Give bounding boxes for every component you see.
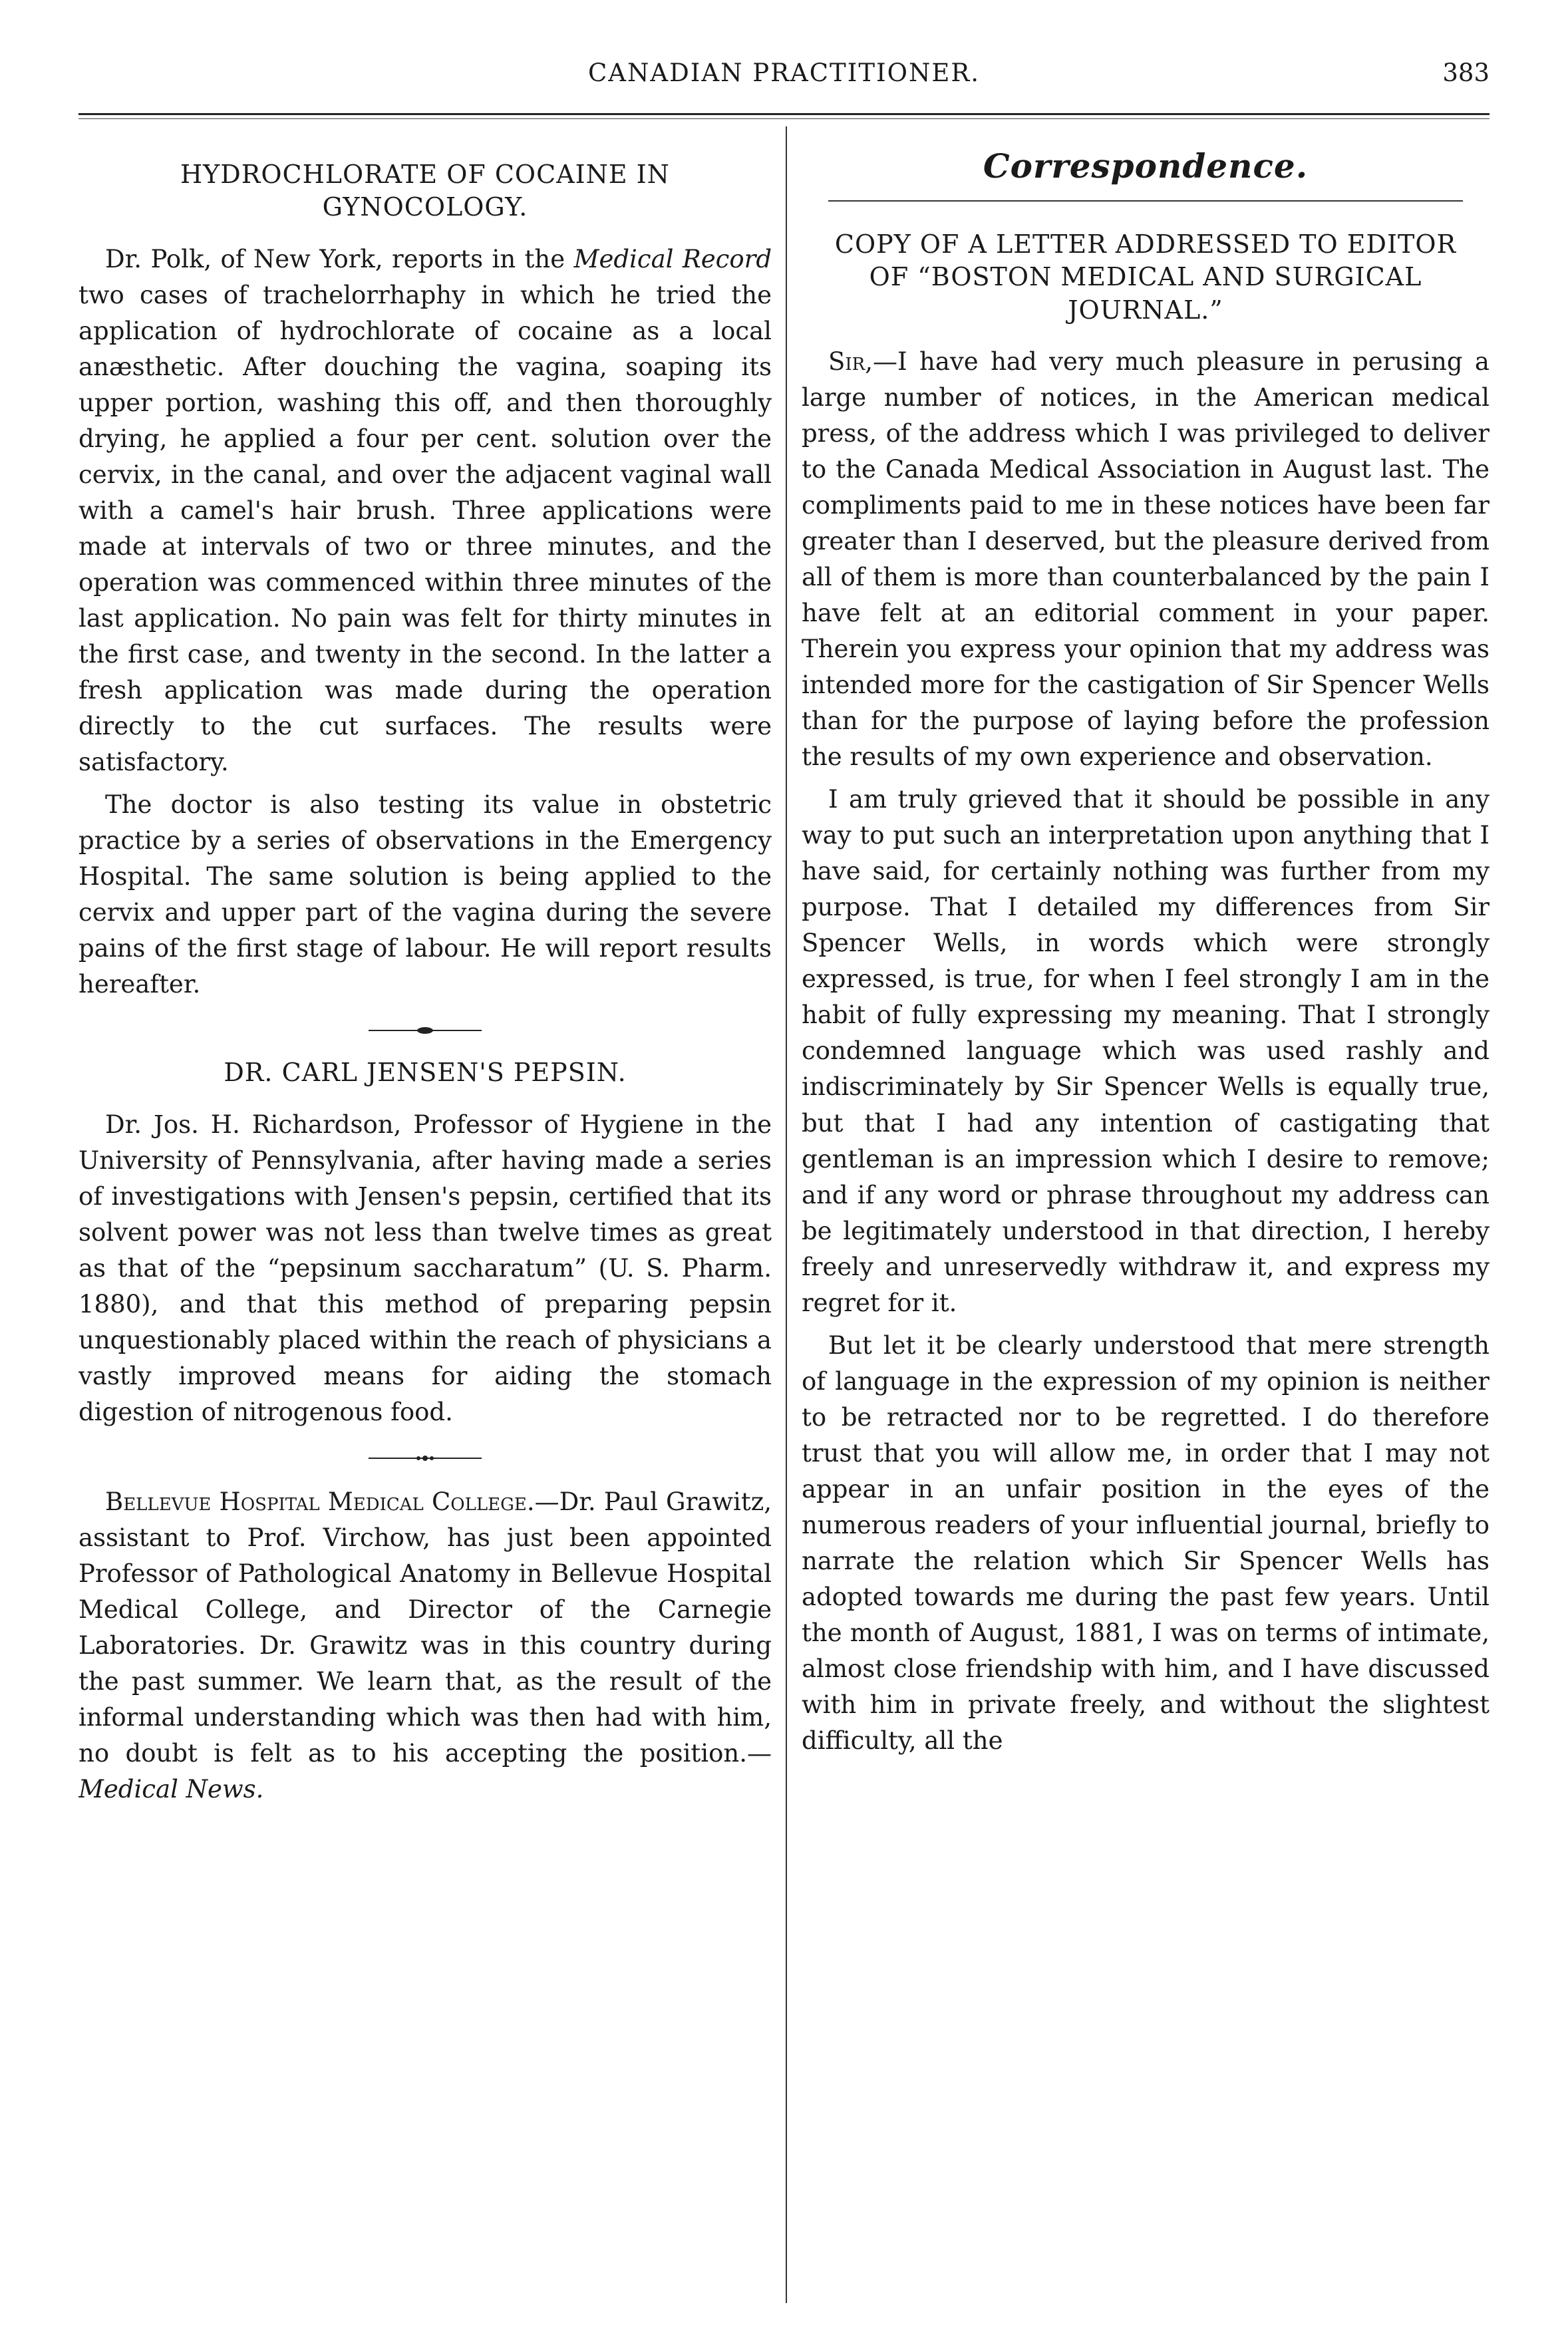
running-title: CANADIAN PRACTITIONER.	[588, 59, 980, 87]
header-rule-thin	[78, 118, 1490, 119]
article-paragraph: The doctor is also testing its value in obstetric practice by a series of observations in the Emergency Hospital. The same solution is being applied to the cervix and upper part of the vagina during the severe pains of the first stage of labour. He will report results hereafter.	[78, 790, 772, 999]
ornament-icon	[369, 1026, 482, 1035]
text-run: —I have had very much pleasure in perusing a large number of notices, in the American medical press, of the address which I was privileged to deliver to the Canada Medical Association in August last. The compliments paid to me in these notices have been far greater than I deserved, but the pleasure derived from all of them is more than counterbalanced by the pain I have felt at an editorial comment in your paper. Therein you express your opinion that my address was intended more for the castigation of Sir Spencer Wells than for the purpose of laying before the profession the results of my own experience and observation.	[802, 347, 1490, 772]
page-number: 383	[1442, 59, 1490, 87]
article-paragraph	[78, 241, 772, 780]
source-name: —Medical News.	[78, 1738, 772, 1803]
right-column	[802, 146, 1490, 2303]
letter-paragraph: I am truly grieved that it should be possible in any way to put such an interpretation upon anything that I have said, for certainly nothing was further from my purpose. That I detailed my differences from Sir Spencer Wells, in words which were strongly expressed, is true, for when I feel strongly I am in the habit of fully expressing my meaning. That I strongly condemned language which was used rashly and indiscriminately by Sir Spencer Wells is equally true, but that I had any intention of castigating that gentleman is an impression which I desire to remove; and if any word or phrase throughout my address can be legitimately understood in that direction, I hereby freely and unreservedly withdraw it, and express my regret for it.	[802, 785, 1490, 1317]
section-title: Correspondence.	[983, 146, 1309, 186]
text-run: two cases of trachelorrhaphy in which he tried the application of hydrochlorate of cocaine as a local anæsthetic. After douching the vagina, soaping its upper portion, washing this off, and then thoroughly drying, he applied a four per cent. solution over the cervix, in the canal, and over the adjacent vaginal wall with a camel's hair brush. Three applications were made at intervals of two or three minutes, and the operation was commenced within three minutes of the last application. No pain was felt for thirty minutes in the first case, and twenty in the second. In the latter a fresh application was made during the operation directly to the cut surfaces. The results were satisfactory.	[78, 280, 772, 776]
text-run: —Dr. Paul Grawitz, assistant to Prof. Virchow, has just been appointed Professor of Pathological Anatomy in Bellevue Hospital Medical College, and Director of the Carnegie Laboratories. Dr. Grawitz was in this country during the past summer. We learn that, as the result of the informal understanding which was then had with him, no doubt is felt as to his accepting the position.	[78, 1487, 772, 1768]
ornament-icon	[369, 1454, 482, 1463]
page-header	[78, 59, 1490, 112]
article-paragraph	[78, 1484, 772, 1807]
header-rule	[78, 113, 1490, 115]
section-rule	[828, 200, 1463, 202]
ornament-divider	[78, 1453, 772, 1466]
left-column	[78, 146, 772, 2303]
text-run: Dr. Polk, of New York, reports in the	[105, 244, 574, 273]
article-title-pepsin: DR. CARL JENSEN'S PEPSIN.	[224, 1058, 627, 1088]
column-divider	[786, 126, 787, 2303]
article-paragraph: Dr. Jos. H. Richardson, Professor of Hygiene in the University of Pennsylvania, after having made a series of investigations with Jensen's pepsin, certified that its solvent power was not less than twelve times as great as that of the “pepsinum saccharatum” (U. S. Pharm. 1880), and that this method of preparing pepsin unquestionably placed within the reach of physicians a vastly improved means for aiding the stomach digestion of nitrogenous food.	[78, 1110, 772, 1426]
source-name: Medical Record	[573, 244, 772, 273]
letter-title: COPY OF A LETTER ADDRESSED TO EDITOR OF “BOSTON MEDICAL AND SURGICAL JOURNAL.”	[834, 230, 1457, 325]
letter-paragraph	[802, 344, 1490, 775]
ornament-divider	[78, 1025, 772, 1038]
article-title-cocaine: HYDROCHLORATE OF COCAINE IN GYNOCOLOGY.	[180, 160, 670, 222]
letter-paragraph: But let it be clearly understood that mere strength of language in the expression of my opinion is neither to be retracted nor to be regretted. I do therefore trust that you will allow me, in order that I may not appear in an unfair position in the eyes of the numerous readers of your influential journal, briefly to narrate the relation which Sir Spencer Wells has adopted towards me during the past few years. Until the month of August, 1881, I was on terms of intimate, almost close friendship with him, and I have discussed with him in private freely, and without the slightest difficulty, all the	[802, 1330, 1490, 1755]
salutation: Sir,	[828, 347, 873, 377]
article-lead: Bellevue Hospital Medical College.	[105, 1487, 535, 1516]
